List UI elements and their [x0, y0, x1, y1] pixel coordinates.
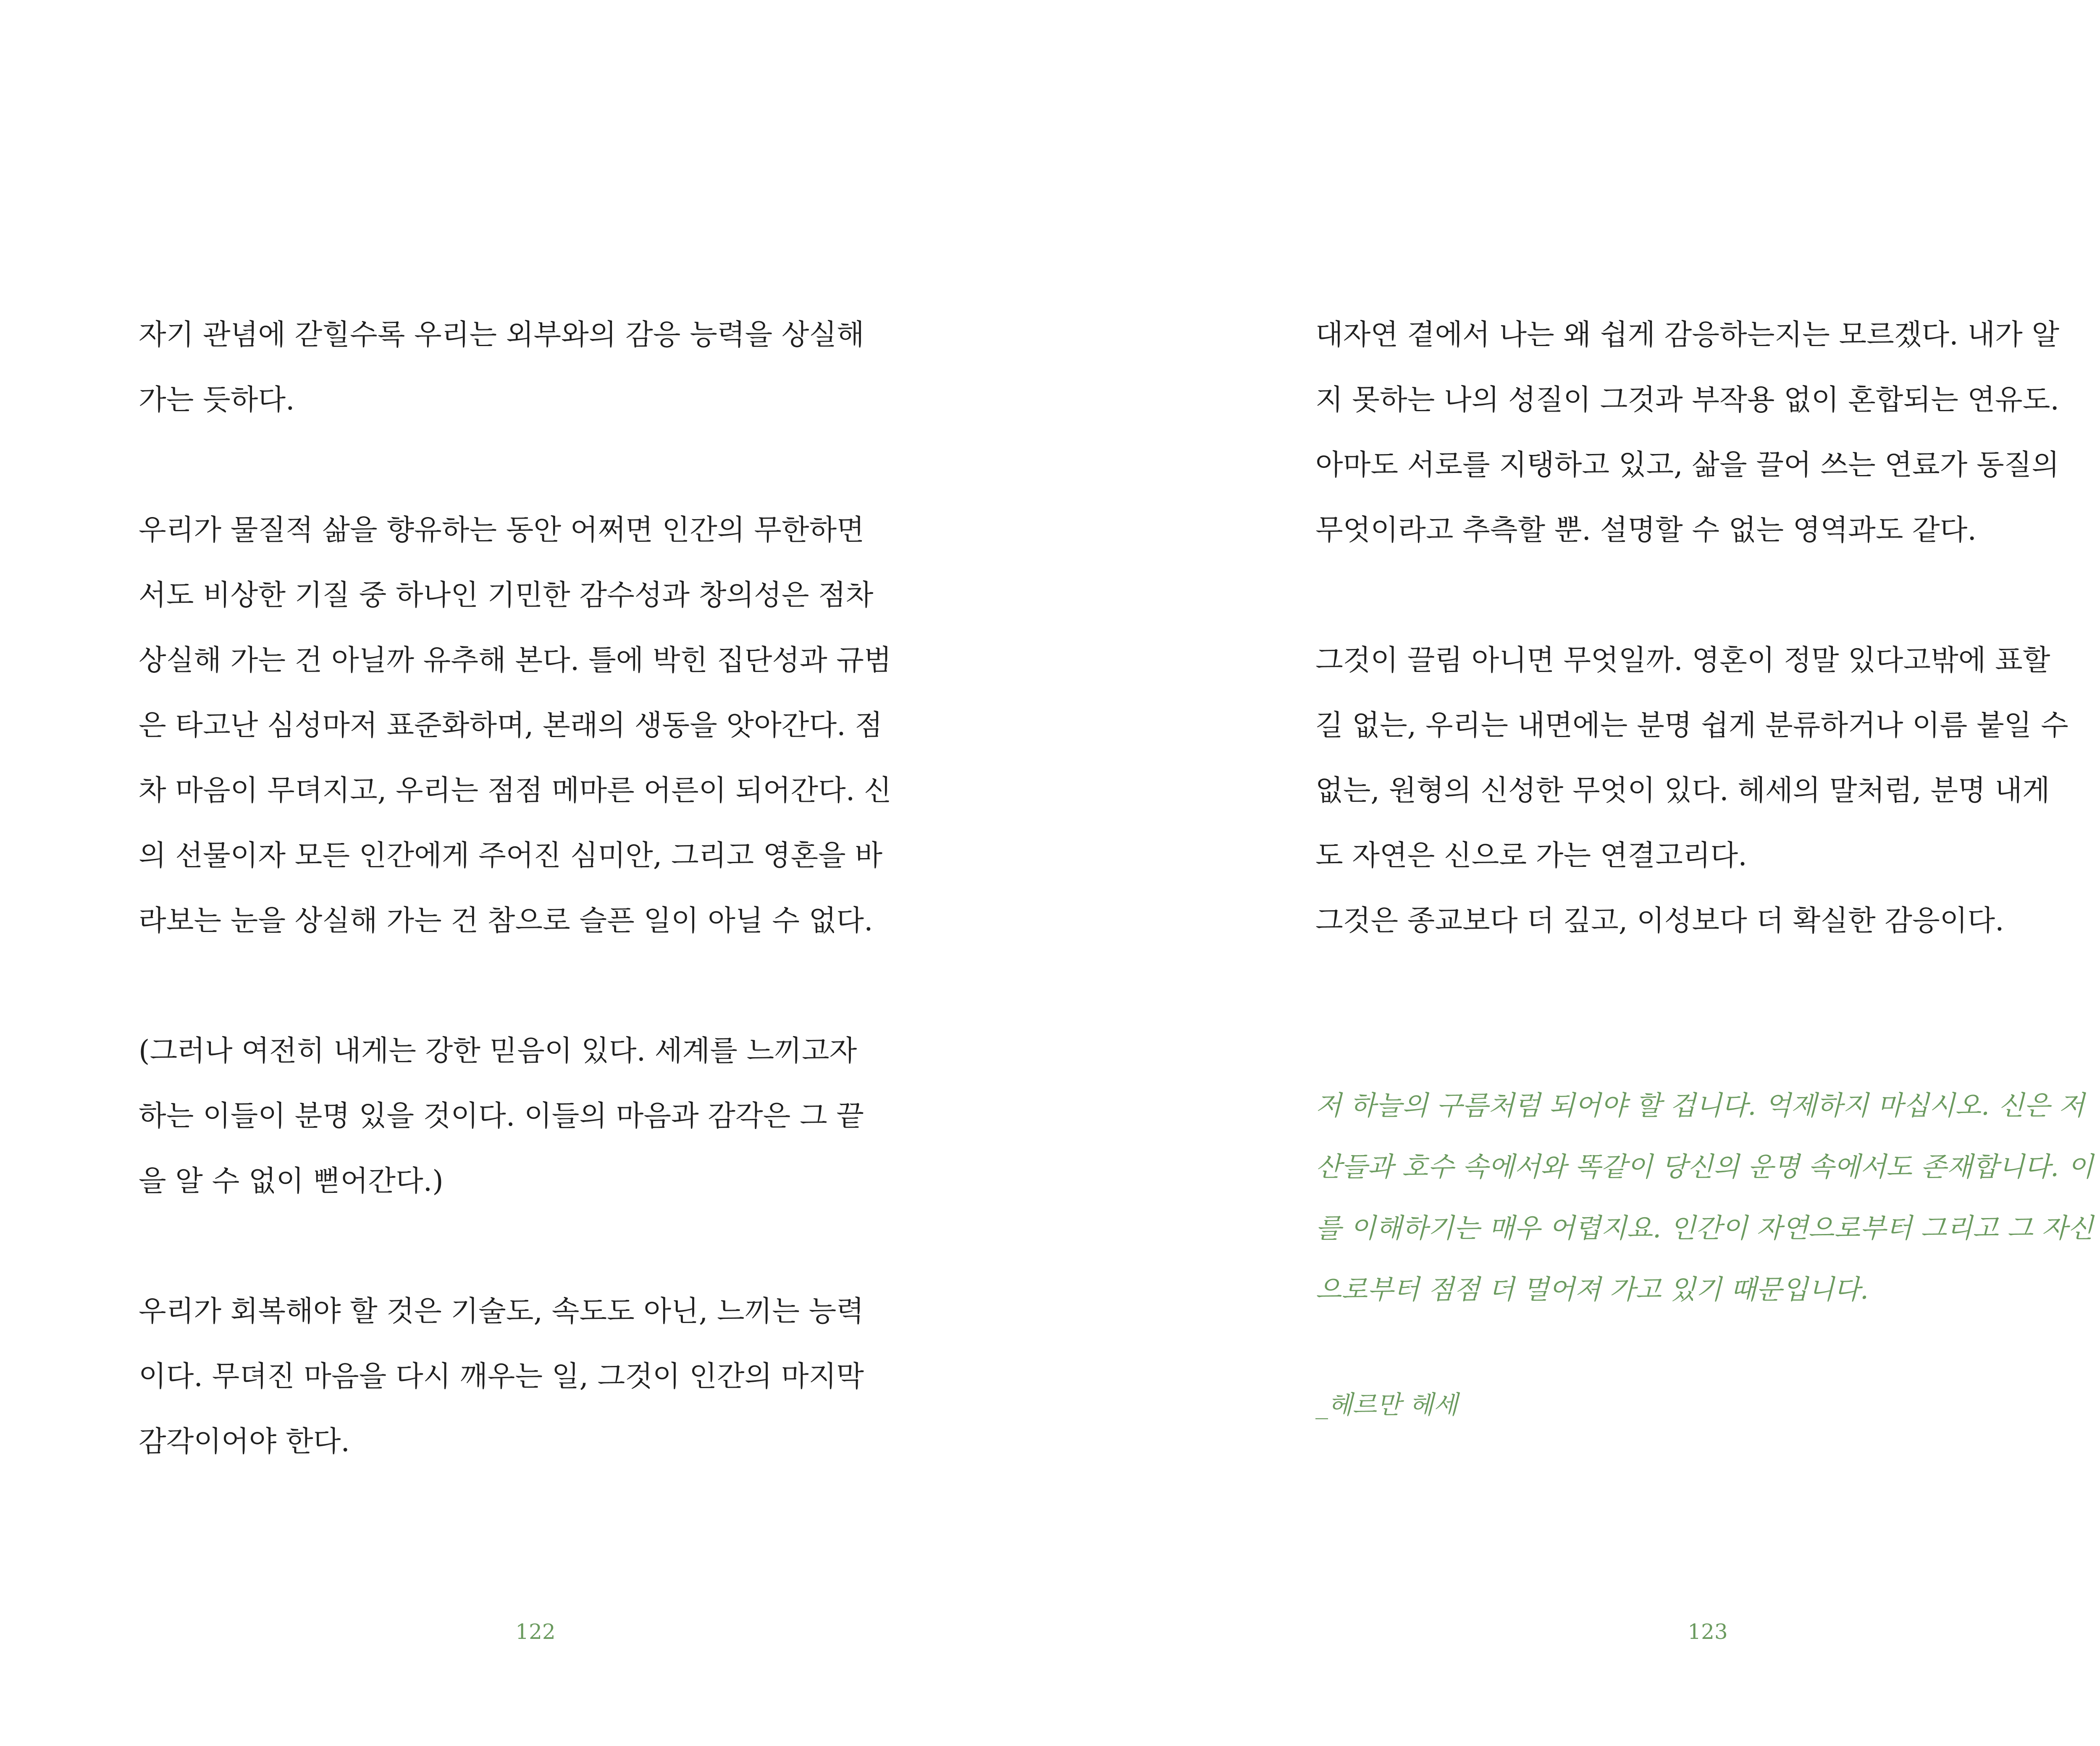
right-page-body: [1315, 302, 2100, 953]
text-line: 자기 관념에 갇힐수록 우리는 외부와의 감응 능력을 상실해: [139, 318, 864, 352]
text-line: 서도 비상한 기질 중 하나인 기민한 감수성과 창의성은 점차: [139, 579, 874, 612]
text-line: 그것은 종교보다 더 깊고, 이성보다 더 확실한 감응이다.: [1315, 904, 2004, 937]
text-line: 의 선물이자 모든 인간에게 주어진 심미안, 그리고 영혼을 바: [139, 839, 883, 872]
text-line: 라보는 눈을 상실해 가는 건 참으로 슬픈 일이 아닐 수 없다.: [139, 904, 873, 937]
left-page-body: [139, 302, 928, 1474]
text-line: 그것이 끌림 아니면 무엇일까. 영혼이 정말 있다고밖에 표할: [1315, 644, 2050, 677]
text-line: 지 못하는 나의 성질이 그것과 부작용 없이 혼합되는 연유도.: [1315, 383, 2060, 417]
paragraph: [139, 302, 928, 433]
text-line: 상실해 가는 건 아닐까 유추해 본다. 틀에 박힌 집단성과 규범: [139, 644, 892, 677]
hesse-quote: [1315, 1075, 2100, 1321]
text-line: 을 알 수 없이 뻗어간다.): [139, 1165, 444, 1198]
text-line: 우리가 물질적 삶을 향유하는 동안 어쩌면 인간의 무한하면: [139, 514, 864, 547]
quote-line: 으로부터 점점 더 멀어져 가고 있기 때문입니다.: [1315, 1274, 1869, 1305]
paragraph: [139, 498, 928, 953]
right-page: [1111, 0, 2100, 1746]
page-number: 122: [515, 1620, 556, 1644]
text-line: 도 자연은 신으로 가는 연결고리다.: [1315, 839, 1747, 872]
page-number: 123: [1688, 1620, 1728, 1644]
text-line: 차 마음이 무뎌지고, 우리는 점점 메마른 어른이 되어간다. 신: [139, 774, 892, 807]
text-line: 우리가 회복해야 할 것은 기술도, 속도도 아닌, 느끼는 능력: [139, 1295, 864, 1328]
paragraph: [139, 1019, 928, 1214]
paragraph: [139, 1279, 928, 1474]
quote-line: 를 이해하기는 매우 어렵지요. 인간이 자연으로부터 그리고 그 자신: [1315, 1213, 2094, 1244]
text-line: 이다. 무뎌진 마음을 다시 깨우는 일, 그것이 인간의 마지막: [139, 1360, 864, 1393]
paragraph: [1315, 628, 2100, 953]
quote-author: _헤르만 헤세: [1315, 1390, 1458, 1420]
text-line: 하는 이들이 분명 있을 것이다. 이들의 마음과 감각은 그 끝: [139, 1100, 864, 1133]
text-line: 길 없는, 우리는 내면에는 분명 쉽게 분류하거나 이름 붙일 수: [1315, 709, 2068, 742]
text-line: 은 타고난 심성마저 표준화하며, 본래의 생동을 앗아간다. 점: [139, 709, 883, 742]
paragraph: [1315, 302, 2100, 563]
text-line: (그러나 여전히 내게는 강한 믿음이 있다. 세계를 느끼고자: [139, 1034, 857, 1068]
text-line: 감각이어야 한다.: [139, 1425, 350, 1458]
quote-line: 산들과 호수 속에서와 똑같이 당신의 운명 속에서도 존재합니다. 이: [1315, 1152, 2094, 1183]
text-line: 대자연 곁에서 나는 왜 쉽게 감응하는지는 모르겠다. 내가 알: [1315, 318, 2060, 352]
quote-line: 저 하늘의 구름처럼 되어야 할 겁니다. 억제하지 마십시오. 신은 저: [1315, 1090, 2085, 1121]
text-line: 무엇이라고 추측할 뿐. 설명할 수 없는 영역과도 같다.: [1315, 514, 1977, 547]
text-line: 가는 듯하다.: [139, 383, 295, 417]
text-line: 없는, 원형의 신성한 무엇이 있다. 헤세의 말처럼, 분명 내게: [1315, 774, 2050, 807]
text-line: 아마도 서로를 지탱하고 있고, 삶을 끌어 쓰는 연료가 동질의: [1315, 449, 2060, 482]
